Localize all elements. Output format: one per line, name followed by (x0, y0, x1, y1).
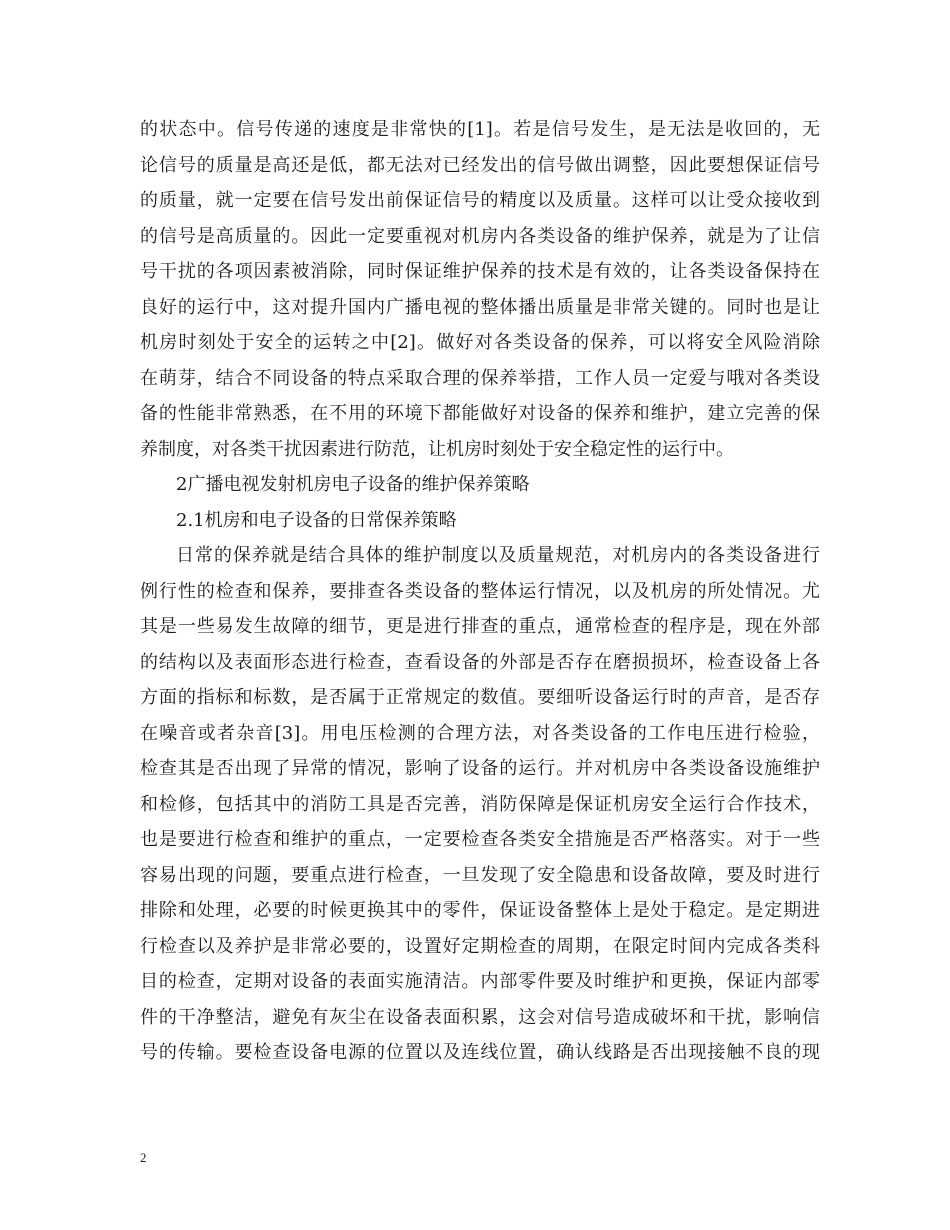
text-line: 机房时刻处于安全的运转之中[2]。做好对各类设备的保养，可以将安全风险消除 (140, 332, 820, 353)
paragraph-signal-quality (140, 112, 820, 467)
text-line: 在噪音或者杂音[3]。用电压检测的合理方法，对各类设备的工作电压进行检验， (140, 722, 820, 744)
text-line: 的结构以及表面形态进行检查，查看设备的外部是否存在磨损损坏，检查设备上各 (140, 651, 820, 673)
text-line: 备的性能非常熟悉，在不用的环境下都能做好对设备的保养和维护，建立完善的保 (140, 403, 820, 424)
page-number: 2 (140, 1150, 147, 1165)
text-line: 和检修，包括其中的消防工具是否完善，消防保障是保证机房安全运行合作技术， (140, 793, 820, 815)
text-line: 行检查以及养护是非常必要的，设置好定期检查的周期，在限定时间内完成各类科 (140, 935, 820, 957)
text-line: 养制度，对各类干扰因素进行防范，让机房时刻处于安全稳定性的运行中。 (140, 438, 734, 460)
text-line: 的状态中。信号传递的速度是非常快的[1]。若是信号发生，是无法是收回的，无 (140, 119, 820, 140)
text-line: 日常的保养就是结合具体的维护制度以及质量规范，对机房内的各类设备进行 (176, 545, 820, 566)
text-line: 号干扰的各项因素被消除，同时保证维护保养的技术是有效的，让各类设备保持在 (140, 261, 820, 282)
body-text (140, 112, 820, 1071)
text-line: 的信号是高质量的。因此一定要重视对机房内各类设备的维护保养，就是为了让信 (140, 225, 820, 247)
text-line: 排除和处理，必要的时候更换其中的零件，保证设备整体上是处于稳定。是定期进 (140, 900, 820, 921)
text-line: 也是要进行检查和维护的重点，一定要检查各类安全措施是否严格落实。对于一些 (140, 829, 820, 850)
text-line: 的质量，就一定要在信号发出前保证信号的精度以及质量。这样可以让受众接收到 (140, 190, 820, 211)
text-line: 容易出现的问题，要重点进行检查，一旦发现了安全隐患和设备故障，要及时进行 (140, 864, 820, 886)
text-line: 良好的运行中，这对提升国内广播电视的整体播出质量是非常关键的。同时也是让 (140, 296, 820, 318)
subsection-heading: 2.1机房和电子设备的日常保养策略 (176, 509, 457, 531)
text-line: 方面的指标和标数，是否属于正常规定的数值。要细听设备运行时的声音，是否存 (140, 687, 820, 708)
text-line: 件的干净整洁，避免有灰尘在设备表面积累，这会对信号造成破坏和干扰，影响信 (140, 1006, 820, 1028)
text-line: 号的传输。要检查设备电源的位置以及连线位置，确认线路是否出现接触不良的现 (140, 1042, 820, 1063)
text-line: 其是一些易发生故障的细节，更是进行排查的重点，通常检查的程序是，现在外部 (140, 616, 820, 637)
text-line: 论信号的质量是高还是低，都无法对已经发出的信号做出调整，因此要想保证信号 (140, 154, 820, 176)
text-line: 在萌芽，结合不同设备的特点采取合理的保养举措，工作人员一定爱与哦对各类设 (140, 367, 820, 389)
section-heading: 2广播电视发射机房电子设备的维护保养策略 (176, 474, 530, 495)
paragraph-daily-maintenance (140, 538, 820, 1071)
text-line: 检查其是否出现了异常的情况，影响了设备的运行。并对机房中各类设备设施维护 (140, 758, 820, 779)
text-line: 例行性的检查和保养，要排查各类设备的整体运行情况，以及机房的所处情况。尤 (140, 580, 820, 602)
text-line: 目的检查，定期对设备的表面实施清洁。内部零件要及时维护和更换，保证内部零 (140, 971, 820, 992)
